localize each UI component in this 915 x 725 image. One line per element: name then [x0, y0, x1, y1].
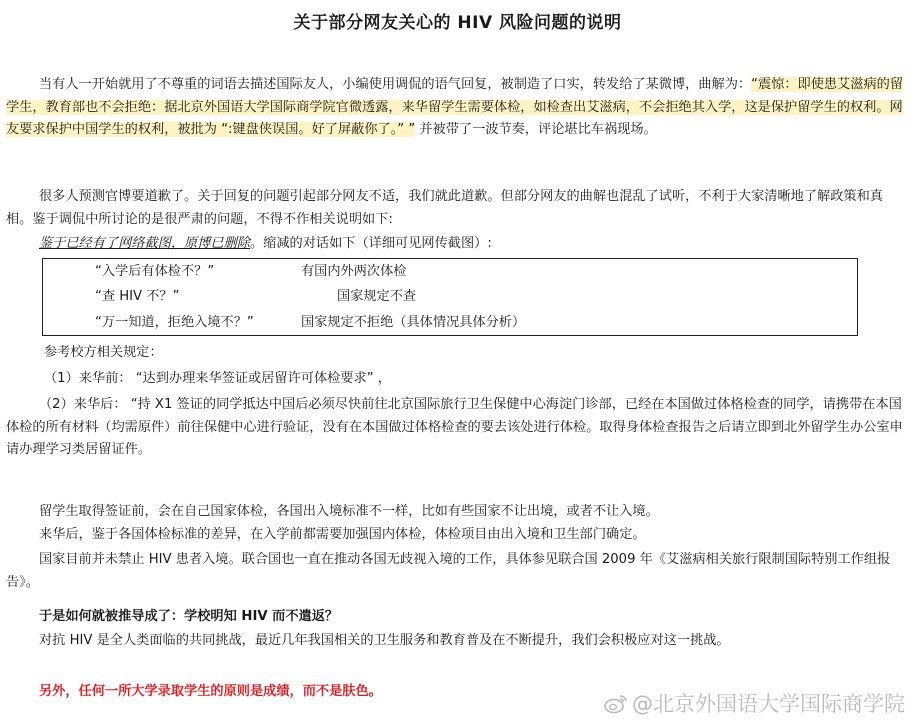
weibo-watermark	[604, 688, 905, 719]
reference-item-2: （2）来华后： “持 X1 签证的同学抵达中国后必须尽快前往北京国际旅行卫生保健中心海淀门诊部，已经在本国做过体格检查的同学，请携带在本国体检的所有材料（均需原件）前往保健中心进行验证，没有在本国做过体格检查的要去该处进行体检。取得身体检查报告之后请立即到北外留学生办公室申请办理学习类居留证件。	[6, 397, 903, 457]
intro-text: 当有人一开始就用了不尊重的词语去描述国际友人，小编使用调侃的语气回复，被制造了口实，转发给了某微博，曲解为：	[39, 77, 752, 92]
document-title: 关于部分网友关心的 HIV 风险问题的说明	[293, 13, 622, 33]
reference-heading: 参考校方相关规定：	[44, 345, 163, 360]
paragraph-visa: 留学生取得签证前，会在自己国家体检，各国出入境标准不一样，比如有些国家不让出境，或者不让入境。	[39, 504, 659, 519]
watermark-text: @北京外国语大学国际商学院	[632, 692, 905, 716]
paragraph-un: 国家目前并未禁止 HIV 患者入境。联合国也一直在推动各国无歧视入境的工作，具体参见联合国 2009 年《艾滋病相关旅行限制国际特别工作组报告》。	[6, 552, 891, 590]
conversation-box	[42, 258, 858, 336]
qa-answer: 国家规定不拒绝（具体情况具体分析）	[301, 315, 526, 330]
weibo-logo-icon	[604, 694, 628, 719]
qa-question: “入学后有体检不？”	[95, 264, 215, 279]
paragraph-question: 于是如何就被推导成了：学校明知 HIV 而不遣返？	[39, 609, 339, 624]
reference-item-1: （1）来华前： “达到办理来华签证或居留许可体检要求” ，	[44, 371, 391, 386]
paragraph-intro	[6, 74, 906, 142]
intro-text-end: 并被带了一波节奏，评论堪比车祸现场。	[415, 122, 657, 137]
paragraph-apology: 很多人预测官博要道歉了。关于回复的问题引起部分网友不适，我们就此道歉。但部分网友的曲解也混乱了试听，不利于大家清晰地了解政策和真相。鉴于调侃中所讨论的是很严肃的问题，不得不作相关说明如下:	[6, 189, 883, 227]
conversation-intro-text: 。缩减的对话如下（详细可见网传截图）:	[250, 236, 492, 251]
paragraph-admission-principle: 另外，任何一所大学录取学生的原则是成绩，而不是肤色。	[39, 684, 382, 699]
qa-answer: 国家规定不查	[337, 289, 417, 304]
paragraph-arrival: 来华后，鉴于各国体检标准的差异，在入学前都需要加强国内体检，体检项目由出入境和卫生部门确定。	[39, 527, 646, 542]
deleted-note: 鉴于已经有了网络截图，原博已删除	[39, 236, 250, 251]
qa-question: “查 HIV 不？”	[95, 289, 180, 304]
qa-answer: 有国内外两次体检	[301, 264, 407, 279]
highlighted-quote: “震惊：即使患艾滋病的留学生，教育部也不会拒绝：据北京外国语大学国际商学院官微透露，来华留学生需要体检，如检查出艾滋病，不会拒绝其入学，这是保护留学生的权利。网友要求保护中国学生的权利，被批为 “:键盘侠误国。好了屏蔽你了。” ”	[6, 77, 904, 137]
paragraph-conversation-intro	[6, 233, 906, 256]
qa-question: “万一知道，拒绝入境不？”	[95, 315, 254, 330]
paragraph-challenge: 对抗 HIV 是全人类面临的共同挑战，最近几年我国相关的卫生服务和教育普及在不断提升，我们会积极应对这一挑战。	[39, 633, 730, 648]
